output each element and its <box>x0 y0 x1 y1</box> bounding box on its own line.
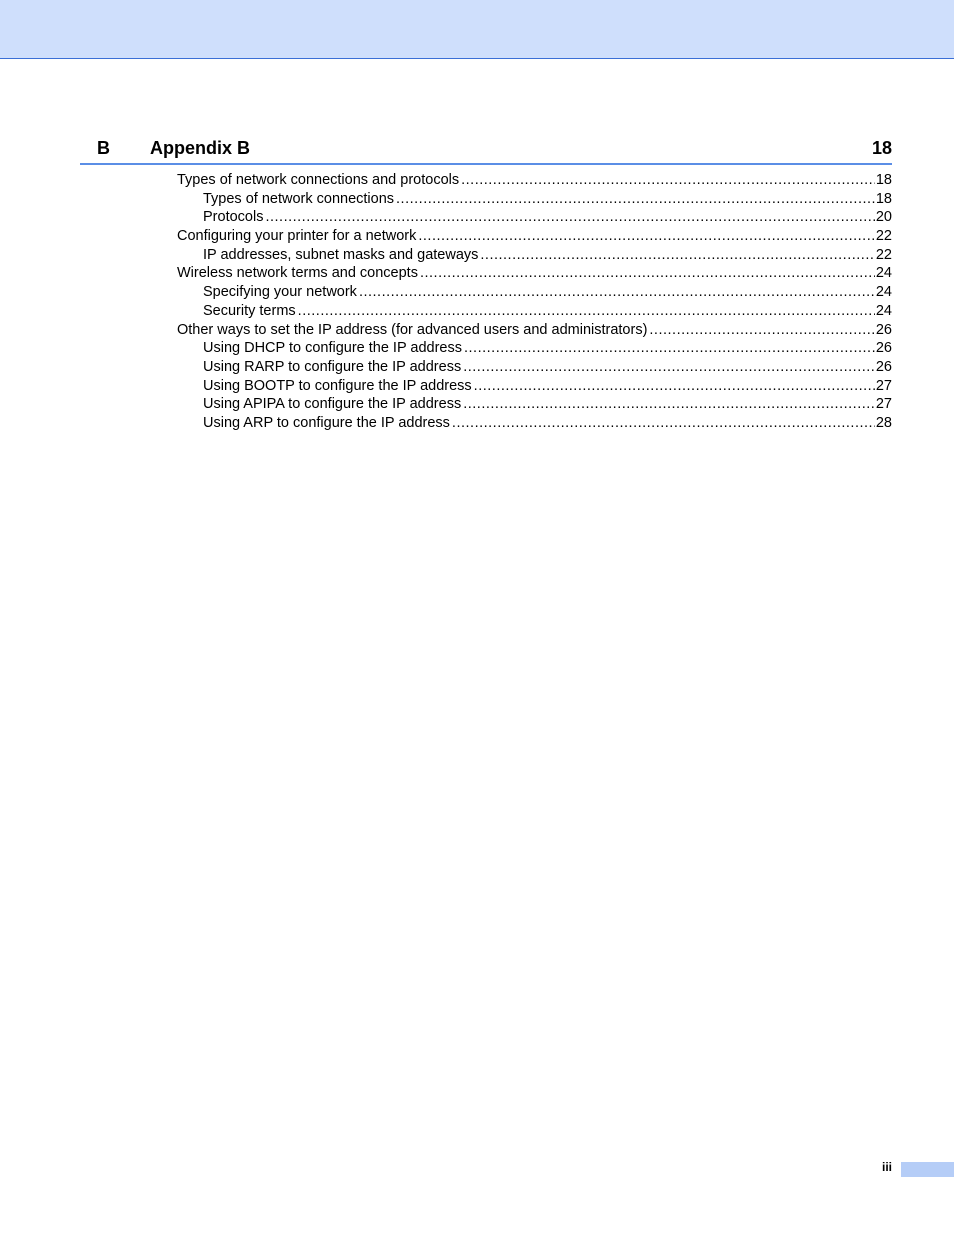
toc-entry-title: Using DHCP to configure the IP address <box>203 340 462 357</box>
toc-entry[interactable] <box>177 227 892 246</box>
toc-entry[interactable] <box>203 302 892 321</box>
toc-entry-title: Specifying your network <box>203 284 357 301</box>
toc-entry-title: Configuring your printer for a network <box>177 228 417 245</box>
toc-entry-title: Using ARP to configure the IP address <box>203 414 450 431</box>
toc-entry-title: Using RARP to configure the IP address <box>203 358 462 375</box>
chapter-title[interactable]: Appendix B <box>150 138 251 158</box>
toc-leader-dots <box>396 190 875 209</box>
toc-leader-dots <box>461 171 875 190</box>
toc-leader-dots <box>265 208 874 227</box>
toc-entry-page: 18 <box>875 172 892 188</box>
toc-entry[interactable] <box>177 171 892 190</box>
toc-leader-dots <box>452 414 875 433</box>
toc-entry-title: Protocols <box>203 209 264 226</box>
toc-entry-page: 22 <box>875 246 892 263</box>
toc-leader-dots <box>463 395 875 414</box>
toc-entry-page: 24 <box>875 302 892 319</box>
toc-entry-page: 24 <box>875 265 892 282</box>
toc-entry-page: 26 <box>875 358 892 375</box>
chapter-letter: B <box>97 138 110 158</box>
toc-entry[interactable] <box>177 321 892 340</box>
toc-leader-dots <box>298 302 875 321</box>
toc-entry-page: 20 <box>875 209 892 226</box>
toc-leader-dots <box>359 283 875 302</box>
toc-entry[interactable] <box>203 377 892 396</box>
toc-entry[interactable] <box>203 208 892 227</box>
toc-entry-title: Using BOOTP to configure the IP address <box>203 377 472 394</box>
chapter-heading <box>80 136 892 165</box>
toc-list <box>0 171 954 433</box>
toc-entry[interactable] <box>203 246 892 265</box>
toc-entry-title: Wireless network terms and concepts <box>177 265 418 282</box>
toc-entry-title: Types of network connections and protocols <box>177 172 460 188</box>
toc-entry-title: Using APIPA to configure the IP address <box>203 396 462 413</box>
toc-entry[interactable] <box>203 414 892 433</box>
toc-entry[interactable] <box>203 283 892 302</box>
toc-leader-dots <box>464 339 875 358</box>
chapter-page-number: 18 <box>871 138 892 158</box>
toc-entry-page: 18 <box>875 190 892 207</box>
footer-page-number: iii <box>881 1160 892 1174</box>
toc-leader-dots <box>420 264 875 283</box>
toc-entry-title: Types of network connections <box>203 190 395 207</box>
toc-entry[interactable] <box>203 190 892 209</box>
page-header-band <box>0 0 954 59</box>
toc-entry-page: 27 <box>875 396 892 413</box>
toc-entry-page: 24 <box>875 284 892 301</box>
toc-entry-page: 28 <box>875 414 892 431</box>
toc-leader-dots <box>480 246 874 265</box>
toc-entry-page: 27 <box>875 377 892 394</box>
toc-leader-dots <box>474 377 875 396</box>
toc-leader-dots <box>649 321 874 340</box>
toc-entry[interactable] <box>177 264 892 283</box>
toc-entry-title: IP addresses, subnet masks and gateways <box>203 246 479 263</box>
toc-entry[interactable] <box>203 395 892 414</box>
footer-tab <box>901 1162 954 1177</box>
toc-entry[interactable] <box>203 339 892 358</box>
toc-leader-dots <box>418 227 874 246</box>
toc-entry[interactable] <box>203 358 892 377</box>
toc-entry-page: 22 <box>875 228 892 245</box>
toc-leader-dots <box>463 358 875 377</box>
toc-entry-title: Other ways to set the IP address (for advanced users and administrators) <box>177 321 648 338</box>
toc-entry-page: 26 <box>875 321 892 338</box>
toc-entry-page: 26 <box>875 340 892 357</box>
toc-entry-title: Security terms <box>203 302 296 319</box>
